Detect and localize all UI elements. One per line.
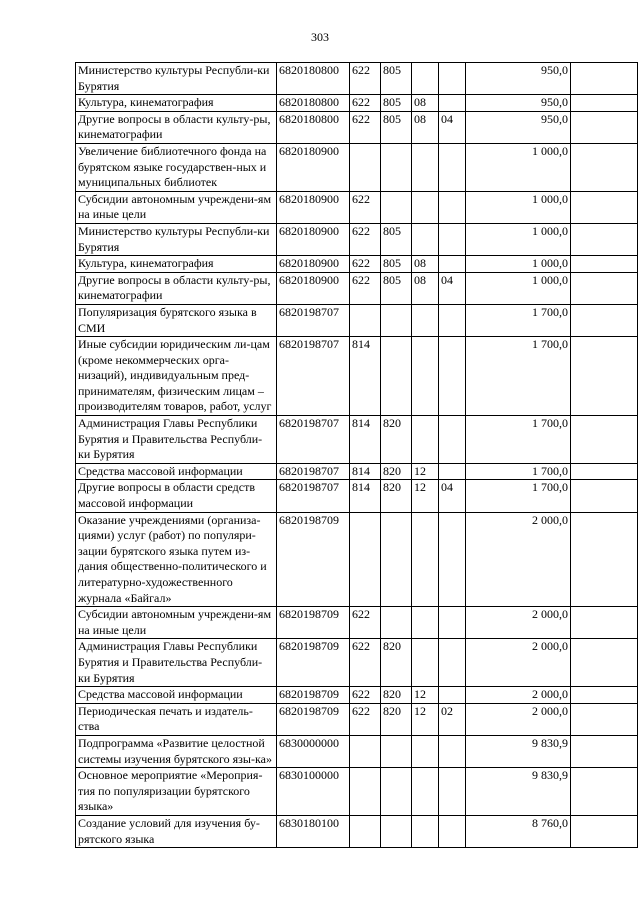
row-vr-cell: 622 xyxy=(350,272,381,304)
row-name-cell: Увеличение библиотечного фонда на бурятском языке государствен-ных и муниципальных библиотек xyxy=(76,143,277,191)
row-empty-cell xyxy=(571,256,638,273)
row-csr-cell: 6820198709 xyxy=(277,703,350,735)
row-ved-cell xyxy=(381,337,412,416)
row-vr-cell: 622 xyxy=(350,95,381,112)
row-name-cell: Министерство культуры Республи-ки Бурятия xyxy=(76,223,277,255)
row-sum-cell: 2 000,0 xyxy=(466,607,571,639)
row-rz-cell xyxy=(412,191,439,223)
row-csr-cell: 6820198707 xyxy=(277,304,350,336)
row-ved-cell: 805 xyxy=(381,256,412,273)
row-name-cell: Субсидии автономным учреждени-ям на иные цели xyxy=(76,191,277,223)
row-vr-cell xyxy=(350,735,381,767)
row-vr-cell: 622 xyxy=(350,607,381,639)
row-ved-cell xyxy=(381,768,412,816)
row-csr-cell: 6820198707 xyxy=(277,463,350,480)
row-empty-cell xyxy=(571,607,638,639)
row-name-cell: Культура, кинематография xyxy=(76,256,277,273)
row-ved-cell: 805 xyxy=(381,272,412,304)
row-ved-cell xyxy=(381,143,412,191)
row-name-cell: Другие вопросы в области культу-ры, кинематографии xyxy=(76,111,277,143)
row-empty-cell xyxy=(571,703,638,735)
row-empty-cell xyxy=(571,480,638,512)
row-csr-cell: 6820198707 xyxy=(277,337,350,416)
row-pr-cell xyxy=(439,687,466,704)
row-ved-cell xyxy=(381,191,412,223)
table-row xyxy=(76,416,638,464)
row-empty-cell xyxy=(571,223,638,255)
table-row xyxy=(76,304,638,336)
row-vr-cell xyxy=(350,512,381,607)
table-row xyxy=(76,480,638,512)
row-vr-cell xyxy=(350,768,381,816)
row-pr-cell xyxy=(439,95,466,112)
row-name-cell: Периодическая печать и издатель-ства xyxy=(76,703,277,735)
row-ved-cell xyxy=(381,815,412,847)
table-row xyxy=(76,815,638,847)
row-pr-cell: 04 xyxy=(439,111,466,143)
row-name-cell: Субсидии автономным учреждени-ям на иные цели xyxy=(76,607,277,639)
row-pr-cell xyxy=(439,223,466,255)
row-ved-cell: 820 xyxy=(381,687,412,704)
row-csr-cell: 6820180900 xyxy=(277,256,350,273)
row-vr-cell: 814 xyxy=(350,337,381,416)
row-empty-cell xyxy=(571,463,638,480)
row-name-cell: Иные субсидии юридическим ли-цам (кроме некоммерческих орга-низаций), индивидуальным пред-принимателям, физическим лицам – производителям товаров, работ, услуг xyxy=(76,337,277,416)
row-pr-cell xyxy=(439,735,466,767)
row-pr-cell xyxy=(439,768,466,816)
row-rz-cell xyxy=(412,735,439,767)
row-empty-cell xyxy=(571,687,638,704)
row-pr-cell xyxy=(439,143,466,191)
row-empty-cell xyxy=(571,735,638,767)
row-csr-cell: 6830180100 xyxy=(277,815,350,847)
row-vr-cell xyxy=(350,815,381,847)
row-empty-cell xyxy=(571,191,638,223)
row-csr-cell: 6820180900 xyxy=(277,143,350,191)
table-row xyxy=(76,256,638,273)
row-ved-cell: 820 xyxy=(381,416,412,464)
row-sum-cell: 1 700,0 xyxy=(466,463,571,480)
row-rz-cell xyxy=(412,815,439,847)
row-vr-cell: 814 xyxy=(350,416,381,464)
row-sum-cell: 1 000,0 xyxy=(466,272,571,304)
row-empty-cell xyxy=(571,337,638,416)
row-sum-cell: 950,0 xyxy=(466,95,571,112)
row-rz-cell xyxy=(412,337,439,416)
row-sum-cell: 950,0 xyxy=(466,63,571,95)
row-sum-cell: 950,0 xyxy=(466,111,571,143)
row-sum-cell: 1 000,0 xyxy=(466,143,571,191)
table-row xyxy=(76,63,638,95)
row-ved-cell: 805 xyxy=(381,95,412,112)
row-pr-cell xyxy=(439,191,466,223)
row-pr-cell xyxy=(439,607,466,639)
table-row xyxy=(76,95,638,112)
row-pr-cell: 04 xyxy=(439,480,466,512)
row-rz-cell xyxy=(412,63,439,95)
row-csr-cell: 6820180900 xyxy=(277,191,350,223)
row-ved-cell xyxy=(381,512,412,607)
row-empty-cell xyxy=(571,512,638,607)
row-csr-cell: 6820180900 xyxy=(277,272,350,304)
row-sum-cell: 1 000,0 xyxy=(466,191,571,223)
row-name-cell: Средства массовой информации xyxy=(76,463,277,480)
row-csr-cell: 6820180800 xyxy=(277,111,350,143)
row-name-cell: Культура, кинематография xyxy=(76,95,277,112)
row-ved-cell: 805 xyxy=(381,111,412,143)
row-sum-cell: 1 700,0 xyxy=(466,337,571,416)
row-pr-cell xyxy=(439,639,466,687)
row-sum-cell: 9 830,9 xyxy=(466,768,571,816)
row-name-cell: Другие вопросы в области культу-ры, кинематографии xyxy=(76,272,277,304)
row-ved-cell xyxy=(381,607,412,639)
row-ved-cell: 820 xyxy=(381,703,412,735)
table-row xyxy=(76,337,638,416)
row-ved-cell: 805 xyxy=(381,223,412,255)
row-csr-cell: 6820180800 xyxy=(277,95,350,112)
row-empty-cell xyxy=(571,95,638,112)
row-vr-cell: 622 xyxy=(350,191,381,223)
row-rz-cell: 12 xyxy=(412,480,439,512)
row-pr-cell: 02 xyxy=(439,703,466,735)
row-vr-cell: 622 xyxy=(350,639,381,687)
row-empty-cell xyxy=(571,639,638,687)
row-empty-cell xyxy=(571,143,638,191)
row-rz-cell xyxy=(412,416,439,464)
row-ved-cell: 820 xyxy=(381,639,412,687)
row-vr-cell: 814 xyxy=(350,463,381,480)
row-rz-cell: 08 xyxy=(412,256,439,273)
row-name-cell: Министерство культуры Республи-ки Бурятия xyxy=(76,63,277,95)
row-rz-cell xyxy=(412,512,439,607)
row-vr-cell: 622 xyxy=(350,223,381,255)
row-rz-cell: 12 xyxy=(412,463,439,480)
table-row xyxy=(76,768,638,816)
table-row xyxy=(76,272,638,304)
row-empty-cell xyxy=(571,815,638,847)
row-vr-cell: 622 xyxy=(350,63,381,95)
row-empty-cell xyxy=(571,768,638,816)
row-name-cell: Средства массовой информации xyxy=(76,687,277,704)
row-pr-cell xyxy=(439,337,466,416)
table-row xyxy=(76,512,638,607)
row-ved-cell: 805 xyxy=(381,63,412,95)
row-csr-cell: 6820180900 xyxy=(277,223,350,255)
row-vr-cell: 814 xyxy=(350,480,381,512)
row-vr-cell: 622 xyxy=(350,256,381,273)
row-empty-cell xyxy=(571,416,638,464)
table-row xyxy=(76,607,638,639)
row-empty-cell xyxy=(571,63,638,95)
row-vr-cell: 622 xyxy=(350,111,381,143)
row-csr-cell: 6820180800 xyxy=(277,63,350,95)
row-vr-cell: 622 xyxy=(350,703,381,735)
table-row xyxy=(76,111,638,143)
row-rz-cell: 12 xyxy=(412,703,439,735)
row-vr-cell xyxy=(350,143,381,191)
row-name-cell: Популяризация бурятского языка в СМИ xyxy=(76,304,277,336)
row-name-cell: Основное мероприятие «Мероприя-тия по популяризации бурятского языка» xyxy=(76,768,277,816)
row-rz-cell: 08 xyxy=(412,95,439,112)
row-rz-cell xyxy=(412,223,439,255)
row-csr-cell: 6820198709 xyxy=(277,687,350,704)
row-rz-cell xyxy=(412,304,439,336)
row-sum-cell: 1 700,0 xyxy=(466,416,571,464)
row-pr-cell xyxy=(439,416,466,464)
row-ved-cell: 820 xyxy=(381,480,412,512)
row-pr-cell xyxy=(439,463,466,480)
row-name-cell: Оказание учреждениями (организа-циями) услуг (работ) по популяри-зации бурятского языка путем из-дания общественно-политического и литературно-художественного журнала «Байгал» xyxy=(76,512,277,607)
row-sum-cell: 1 700,0 xyxy=(466,480,571,512)
row-ved-cell xyxy=(381,304,412,336)
table-row xyxy=(76,223,638,255)
row-rz-cell xyxy=(412,143,439,191)
row-name-cell: Другие вопросы в области средств массовой информации xyxy=(76,480,277,512)
row-name-cell: Администрация Главы Республики Бурятия и Правительства Республи-ки Бурятия xyxy=(76,416,277,464)
row-pr-cell xyxy=(439,304,466,336)
row-ved-cell xyxy=(381,735,412,767)
row-sum-cell: 9 830,9 xyxy=(466,735,571,767)
row-name-cell: Создание условий для изучения бу-рятского языка xyxy=(76,815,277,847)
table-row xyxy=(76,463,638,480)
row-vr-cell xyxy=(350,304,381,336)
row-pr-cell xyxy=(439,63,466,95)
table-row xyxy=(76,639,638,687)
row-empty-cell xyxy=(571,272,638,304)
row-csr-cell: 6830000000 xyxy=(277,735,350,767)
page-number: 303 xyxy=(311,30,329,44)
row-sum-cell: 8 760,0 xyxy=(466,815,571,847)
budget-table-body xyxy=(76,63,638,848)
table-row xyxy=(76,703,638,735)
row-pr-cell xyxy=(439,815,466,847)
table-row xyxy=(76,143,638,191)
budget-table xyxy=(75,62,638,848)
row-ved-cell: 820 xyxy=(381,463,412,480)
row-rz-cell xyxy=(412,639,439,687)
row-sum-cell: 1 000,0 xyxy=(466,223,571,255)
row-rz-cell: 12 xyxy=(412,687,439,704)
row-name-cell: Администрация Главы Республики Бурятия и Правительства Республи-ки Бурятия xyxy=(76,639,277,687)
row-pr-cell: 04 xyxy=(439,272,466,304)
row-csr-cell: 6820198707 xyxy=(277,416,350,464)
row-sum-cell: 2 000,0 xyxy=(466,512,571,607)
row-sum-cell: 2 000,0 xyxy=(466,687,571,704)
row-vr-cell: 622 xyxy=(350,687,381,704)
row-csr-cell: 6820198709 xyxy=(277,512,350,607)
table-row xyxy=(76,687,638,704)
table-row xyxy=(76,191,638,223)
row-pr-cell xyxy=(439,256,466,273)
row-empty-cell xyxy=(571,111,638,143)
row-empty-cell xyxy=(571,304,638,336)
row-sum-cell: 2 000,0 xyxy=(466,639,571,687)
row-rz-cell: 08 xyxy=(412,111,439,143)
row-csr-cell: 6830100000 xyxy=(277,768,350,816)
table-row xyxy=(76,735,638,767)
row-rz-cell: 08 xyxy=(412,272,439,304)
row-rz-cell xyxy=(412,768,439,816)
row-rz-cell xyxy=(412,607,439,639)
row-sum-cell: 2 000,0 xyxy=(466,703,571,735)
row-pr-cell xyxy=(439,512,466,607)
row-csr-cell: 6820198709 xyxy=(277,639,350,687)
row-csr-cell: 6820198707 xyxy=(277,480,350,512)
row-csr-cell: 6820198709 xyxy=(277,607,350,639)
row-sum-cell: 1 000,0 xyxy=(466,256,571,273)
row-name-cell: Подпрограмма «Развитие целостной системы изучения бурятского язы-ка» xyxy=(76,735,277,767)
row-sum-cell: 1 700,0 xyxy=(466,304,571,336)
